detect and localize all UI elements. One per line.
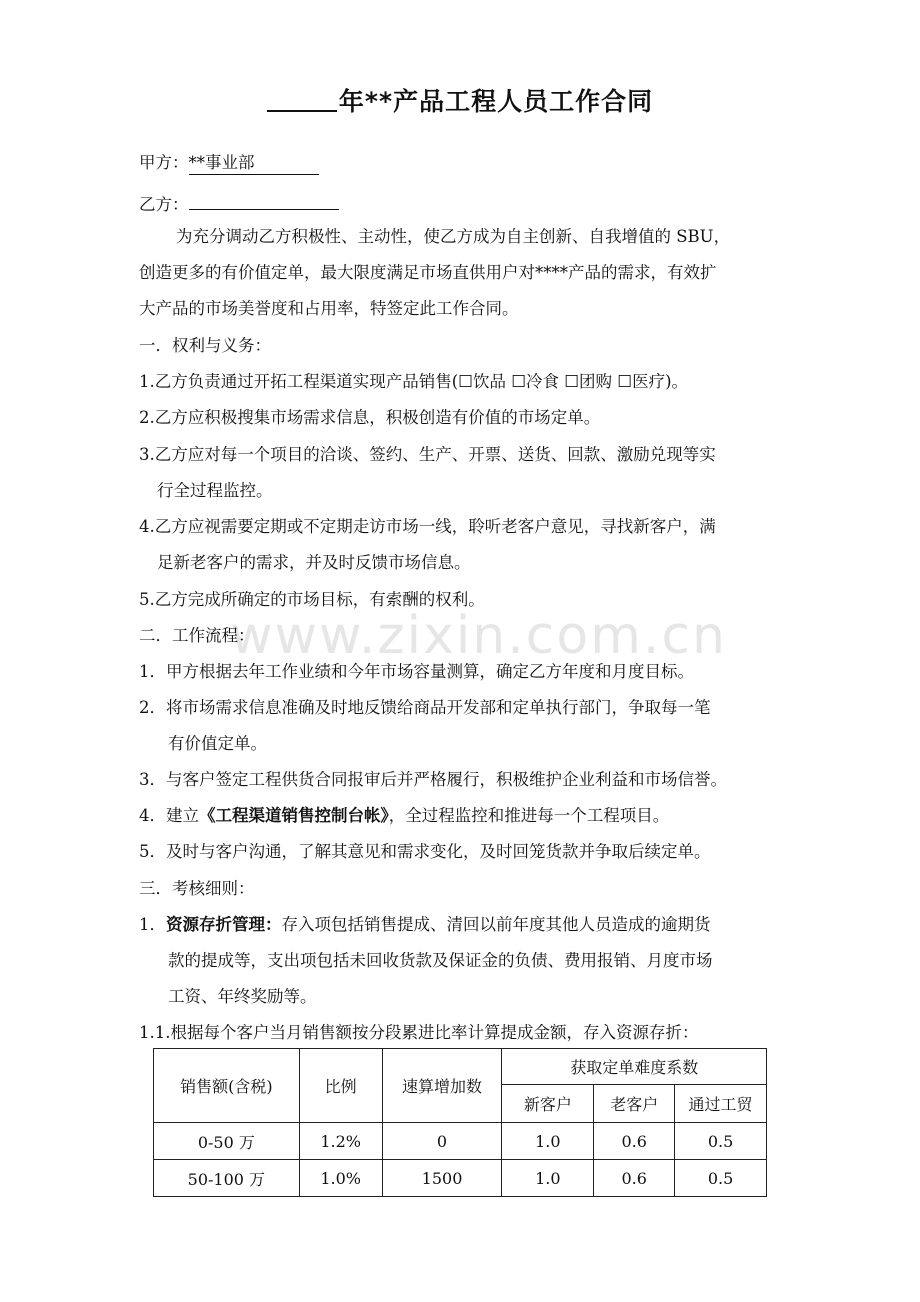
cell-new: 1.0	[502, 1160, 594, 1197]
cell-sales: 50-100 万	[154, 1160, 300, 1197]
section2-heading: 二．工作流程：	[139, 626, 255, 645]
section3-item-1-1: 1.1.根据每个客户当月销售额按分段累进比率计算提成金额，存入资源存折：	[139, 1023, 699, 1042]
section1-heading: 一．权利与义务：	[139, 336, 271, 355]
section3-item-1	[139, 914, 711, 936]
section2-item-2: 2．将市场需求信息准确及时地反馈给商品开发部和定单执行部门，争取每一笔	[139, 698, 711, 717]
section2-item-3: 3．与客户签定工程供货合同报审后并严格履行，积极维护企业利益和市场信誉。	[139, 770, 727, 789]
resource-passbook-label: 资源存折管理：	[166, 915, 282, 934]
section1-item-5: 5.乙方完成所确定的市场目标，有索酬的权利。	[139, 590, 485, 609]
section2-item-4-suffix: ，全过程监控和推进每一个工程项目。	[388, 806, 670, 825]
section2-item-4	[139, 805, 669, 827]
year-blank	[267, 86, 337, 112]
section1-item-2: 2.乙方应积极搜集市场需求信息，积极创造有价值的市场定单。	[139, 408, 601, 427]
intro-line-2: 创造更多的有价值定单，最大限度满足市场直供用户对****产品的需求，有效扩	[139, 263, 717, 282]
section2-item-5: 5．及时与客户沟通，了解其意见和需求变化，及时回笼货款并争取后续定单。	[139, 842, 711, 861]
intro-line-1: 为充分调动乙方积极性、主动性，使乙方成为自主创新、自我增值的 SBU，	[176, 227, 731, 246]
section3-item-1-line2: 款的提成等，支出项包括未回收货款及保证金的负债、费用报销、月度市场	[168, 951, 713, 970]
commission-table	[153, 1048, 767, 1197]
header-old-customer: 老客户	[594, 1085, 675, 1123]
table-row	[154, 1160, 767, 1197]
cell-quick: 0	[382, 1123, 502, 1160]
section2-item-2-cont: 有价值定单。	[168, 734, 267, 753]
section2-item-1: 1．甲方根据去年工作业绩和今年市场容量测算，确定乙方年度和月度目标。	[139, 662, 694, 681]
cell-new: 1.0	[502, 1123, 594, 1160]
cell-sales: 0-50 万	[154, 1123, 300, 1160]
cell-old: 0.6	[594, 1160, 675, 1197]
cell-ratio: 1.2%	[299, 1123, 382, 1160]
header-ratio: 比例	[299, 1049, 382, 1123]
cell-trade: 0.5	[675, 1123, 767, 1160]
section1-item-4-cont: 足新老客户的需求，并及时反馈市场信息。	[157, 553, 471, 572]
section1-item-3: 3.乙方应对每一个项目的洽谈、签约、生产、开票、送货、回款、激励兑现等实	[139, 445, 716, 464]
header-difficulty: 获取定单难度系数	[502, 1049, 767, 1085]
ledger-name: 《工程渠道销售控制台帐》	[199, 806, 389, 825]
table-row	[154, 1123, 767, 1160]
section2-item-4-prefix: 4．建立	[139, 806, 199, 825]
party-b-blank	[189, 189, 339, 210]
title-text: 年**产品工程人员工作合同	[338, 87, 654, 116]
section1-item-3-cont: 行全过程监控。	[157, 481, 273, 500]
intro-line-3: 大产品的市场美誉度和占用率，特签定此工作合同。	[139, 299, 519, 318]
party-b-line	[139, 189, 339, 216]
section3-item-1-line3: 工资、年终奖励等。	[168, 987, 317, 1006]
party-a-label: 甲方：	[139, 153, 189, 172]
watermark: www.zixin.com.cn	[230, 606, 727, 666]
cell-ratio: 1.0%	[299, 1160, 382, 1197]
section3-heading: 三．考核细则：	[139, 879, 255, 898]
header-sales: 销售额(含税)	[154, 1049, 300, 1123]
section1-item-4: 4.乙方应视需要定期或不定期走访市场一线，聆听老客户意见，寻找新客户，满	[139, 517, 716, 536]
cell-quick: 1500	[382, 1160, 502, 1197]
party-a-value: **事业部	[189, 152, 319, 175]
section3-item-1-prefix: 1．	[139, 915, 166, 934]
document-title	[0, 82, 920, 118]
section1-item-1: 1.乙方负责通过开拓工程渠道实现产品销售(☐饮品 ☐冷食 ☐团购 ☐医疗)。	[139, 372, 689, 391]
header-quick-add: 速算增加数	[382, 1049, 502, 1123]
section3-item-1-line1: 存入项包括销售提成、清回以前年度其他人员造成的逾期货	[281, 915, 711, 934]
cell-trade: 0.5	[675, 1160, 767, 1197]
party-a-line	[139, 152, 319, 175]
header-new-customer: 新客户	[502, 1085, 594, 1123]
header-trade: 通过工贸	[675, 1085, 767, 1123]
party-b-label: 乙方：	[139, 195, 189, 214]
cell-old: 0.6	[594, 1123, 675, 1160]
